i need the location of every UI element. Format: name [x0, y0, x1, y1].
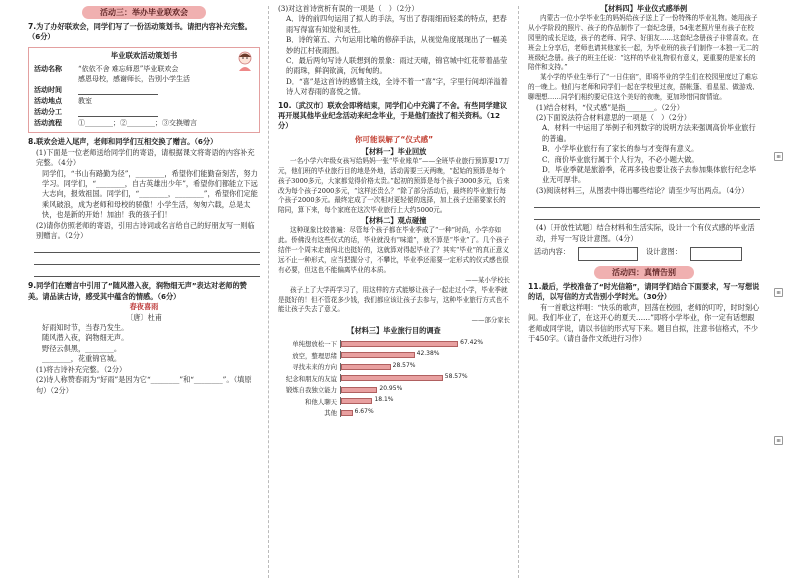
plan-flow-label: 活动流程	[34, 118, 62, 127]
poem-line-3: 野径云俱黑，________。	[42, 343, 122, 353]
chart-row	[278, 396, 480, 408]
activity3-banner: 活动三：举办毕业联欢会	[82, 6, 206, 19]
plan-box	[28, 47, 260, 134]
design-intent-label: 设计意图：	[645, 247, 682, 257]
column-divider-2	[518, 6, 519, 578]
plan-aim: 感恩母校，感谢师长，告别小学生活	[78, 75, 190, 84]
passage-title: 你可能误解了“仪式感”	[354, 134, 434, 144]
q10-option-a: A．材料一中运用了举例子和列数字的说明方法来强调高价毕业旅行的普遍。	[542, 123, 756, 143]
q11-number: 11.	[528, 282, 542, 292]
q9-part2: (2)诗人称赞春雨为“好雨”是因为它“________”和“________”。（填原句）（2分）	[36, 375, 252, 395]
chart-row	[278, 373, 480, 385]
plan-time-label: 活动时间	[34, 86, 62, 95]
chart-row	[278, 338, 484, 350]
chart-bar	[341, 341, 458, 347]
q10-option-b: B．小学毕业旅行有了家长的参与才变得有意义。	[542, 144, 699, 154]
q10-option-d: D．毕业季就是旅游季，花再多钱也要让孩子去参加集体旅行纪念毕业无可厚非。	[542, 165, 757, 185]
q10-option-c: C．商价毕业旅行属于个人行为，不必小题大做。	[542, 154, 699, 164]
plan-work-label: 活动分工	[34, 107, 62, 116]
chart-track	[340, 363, 480, 371]
material1-title: 毕业回放	[397, 146, 427, 156]
material3-label: 【材料三】	[347, 325, 384, 335]
survey-bar-chart	[278, 338, 510, 419]
material2-label: 【材料二】	[361, 216, 398, 226]
plan-time-blank[interactable]	[78, 85, 158, 95]
chart-category-label: 纪念和朋友的友谊	[285, 374, 337, 383]
plan-title: 毕业联欢活动策划书	[110, 50, 178, 60]
chart-category-label: 锻炼自我独立能力	[285, 386, 337, 395]
q11-prompt: 有一首歌这样唱：“快乐的歌声，回荡在校园，老师的叮咛，时时刻心间。我们毕业了，在这开心的夏天……”即将小学毕业，你一定有话想跟老师或同学说，请以书信的形式写下来。题目自拟，注意书信格式，不少于450字。（请自备作文纸进行习作）	[528, 302, 760, 344]
q9-option-a: A．诗的前四句运用了拟人的手法，写出了春雨细而轻柔的特点，把春雨写得富有知觉和灵性。	[286, 14, 507, 34]
material2-title: 观点碰撞	[397, 216, 427, 226]
q7-text: 为了办好联欢会，同学们写了一份活动策划书。请把内容补充完整。（6分）	[28, 22, 252, 42]
q10-part1: (1)结合材料，“仪式感”是指________。（2分）	[536, 102, 684, 112]
q9-part3: (3)对这首诗赏析有误的一项是（ ）（2分）	[278, 4, 419, 13]
chart-value-label: 6.67%	[354, 407, 374, 415]
side-tab-icon: ⊞	[774, 436, 783, 445]
plan-name-label: 活动名称	[34, 64, 62, 73]
q10-part3: (3)阅读材料三，从图表中得出哪些结论？请至少写出两点。（4分）	[536, 185, 749, 195]
material4-label: 【材料四】	[600, 4, 637, 13]
chart-track	[340, 386, 480, 394]
plan-place-value: 教室	[78, 97, 92, 105]
material4-title: 毕业仪式感举例	[636, 4, 688, 13]
answer-line[interactable]	[34, 243, 260, 253]
poem-author: 〔唐〕杜甫	[126, 312, 162, 322]
material4-text-2: 某小学的毕业生举行了“一日住宿”，即将毕业的学生们在校园里度过了难忘的一晚上。他们与老师和同学们一起在学校里过夜，搭帐篷、看星星、做游戏、聊理想……同学们相约要记住这个美好的夜晚，更加珍惜同窗情谊。	[528, 73, 759, 101]
poem-title: 春夜喜雨	[129, 302, 159, 312]
chart-bar	[341, 375, 443, 381]
column-2	[278, 4, 510, 419]
material1-label: 【材料一】	[361, 146, 398, 156]
material4-text: 内蒙古一位小学毕业生的妈妈给孩子送上了一份特殊的毕业礼物。她用孩子从小学阶段的照片、孩子的作品制作了一套纪念册，54张老照片里有孩子在校园里的成长足迹，孩子的老师、同学、好朋友……这套纪念册孩子非常喜欢。在班会上分享后，老师也请其他家长一起，为毕业班的孩子们制作一本独一无二的班级纪念册。孩子的班主任说：“这样的毕业礼物很有意义，更重要的是家长的陪伴和支持。”	[528, 14, 759, 72]
chart-category-label: 其他	[324, 409, 337, 418]
activity-content-label: 活动内容：	[534, 247, 570, 257]
activity4-banner: 活动四：真情告别	[594, 266, 694, 279]
chart-track	[340, 351, 480, 359]
chart-bar	[341, 387, 377, 393]
poem-line-2: 随风潜入夜，润物细无声。	[42, 333, 129, 343]
column-divider-1	[268, 6, 269, 578]
chart-category-label: 单纯想放松一下	[292, 340, 337, 349]
chart-bar	[341, 352, 415, 358]
chart-value-label: 58.57%	[444, 373, 468, 381]
side-tab-icon: ⊞	[774, 288, 783, 297]
q9-option-c: C．最后两句写诗人联想到的景象：雨过天晴，锦官城中红花带着晶莹的雨珠，鲜润欲滴，沉甸甸的。	[286, 56, 508, 76]
plan-name-value: “依依不舍 难忘师恩”毕业联欢会	[78, 64, 179, 73]
q8-part2: (2)请你仿照老师的寄语，引用古诗词或名言给自己的好朋友写一则临别赠言。（2分）	[36, 220, 255, 241]
column-3	[528, 4, 760, 344]
chart-bar	[341, 410, 353, 416]
chart-category-label: 寻找未来的方向	[292, 363, 337, 372]
chart-row	[278, 361, 480, 373]
q7-number: 7.	[28, 22, 37, 31]
chart-value-label: 42.38%	[416, 350, 440, 358]
q10-text: 〔武汉市〕联欢会即将结束，同学们心中充满了不舍。有些同学建议再开展其他毕业纪念活动来纪念毕业，于是他们查找了相关资料。（12分）	[278, 100, 508, 131]
q9-text: 同学们在赠言中引用了“随风潜入夜，润物细无声”表达对老师的赞美。请品读古诗，感受其中蕴含的情感。（6分）	[28, 281, 247, 301]
chart-title: 毕业旅行目的调查	[383, 325, 441, 335]
chart-row	[278, 407, 480, 419]
q9-number: 9.	[28, 281, 37, 291]
q8-number: 8.	[28, 137, 37, 147]
side-tab-icon: ⊞	[774, 152, 783, 161]
chart-category-label: 和他人聊天	[305, 397, 337, 406]
girl-avatar-icon	[235, 50, 255, 72]
answer-line[interactable]	[34, 255, 260, 265]
activity-content-box[interactable]	[578, 247, 638, 261]
material2-text-2: 孩子上了大学再学习了，用这样的方式能够让孩子一起走过小学，毕业季就是挺好的！但不管花多少钱，我们都应该让孩子去参与，这种毕业旅行方式也不能让孩子失去了意义。	[278, 285, 509, 314]
chart-track	[340, 409, 480, 417]
chart-bar	[341, 398, 372, 404]
q8-text: 联欢会进入尾声，老师和同学们互相交换了赠言。（6分）	[36, 137, 218, 147]
material2-source-1: ——某小学校长	[465, 276, 510, 285]
material1-text: 一名小学六年级女孩写给妈妈一张“毕业账单”——全班毕业旅行预算要17万元，他们班的毕业旅行目的地是外地，活动需要三天两晚，“起始的预算是每个孩子3000多元，大家都觉得价格太贵。”起初的预算是每个孩子3000多元，后来改为每个孩子2000多元，“这样还贵么？”除了部分活动后，最终的毕业旅行每个孩子2000多元。最终定成了一次相对更轻便的选择，加上孩子还需要家长的陪同，算下来，每个家庭在这次毕业旅行上大约5000元。	[278, 157, 510, 215]
material2-source-2: ——部分家长	[471, 316, 510, 325]
material2-text-1: 这种现象比较普遍：尽管每个孩子都在毕业季成了“一种”时尚，小学亦如此。侨佛没有这些仪式的话，毕业就没有“味道”，就不算是“毕业”了。几个孩子结伴一个周末走南闯北也挺好的，这就算对得起毕业了？其实“毕业”的真正意义远不止一种形式，应当把握分寸，不攀比，毕业季还需要一定形式的仪式感也很有必要，但这也不能偏离毕业的本质。	[278, 226, 510, 274]
q9-option-d: D．“喜”是这首诗的感情主线，全诗不着一“喜”字，字里行间却洋溢着诗人对春雨的喜悦之情。	[286, 76, 508, 97]
q11-text: 最后，学校准备了“时光信箱”，请同学们结合下面要求，写一写想说的话，以写信的方式告别小学时光。（30分）	[528, 282, 760, 302]
chart-track	[340, 374, 480, 382]
answer-line[interactable]	[34, 267, 260, 277]
plan-flow-value: ①________；②________；③交换赠言	[78, 118, 197, 127]
chart-value-label: 28.57%	[392, 361, 416, 369]
chart-row	[278, 350, 480, 362]
q10-number: 10.	[278, 100, 292, 110]
design-intent-box[interactable]	[690, 247, 742, 261]
q9-option-b: B．诗的第五、六句运用比喻的修辞手法，从视觉角度展现出了一幅美妙的江村夜雨图。	[286, 35, 507, 55]
chart-value-label: 67.42%	[460, 338, 484, 346]
poem-line-1: 好雨知时节，当春乃发生。	[42, 323, 129, 333]
chart-category-label: 放空，整理思绪	[292, 351, 337, 360]
answer-line[interactable]	[534, 198, 760, 208]
plan-place-label: 活动地点	[34, 97, 62, 105]
chart-value-label: 20.95%	[379, 384, 403, 392]
q10-part2: (2)下面说法符合材料意思的一项是（ ）（2分）	[536, 112, 691, 122]
answer-line[interactable]	[534, 210, 760, 220]
column-1	[28, 4, 260, 396]
plan-work-blank[interactable]	[78, 107, 158, 117]
chart-value-label: 18.1%	[374, 396, 394, 404]
q10-part4: (4)〔开放性试题〕结合材料和生活实际，设计一个有仪式感的毕业活动，并写一写设计意图。（4分）	[536, 223, 755, 243]
poem-line-4: ________，花重锦官城。	[42, 354, 122, 364]
chart-track	[340, 397, 480, 405]
chart-row	[278, 384, 480, 396]
q8-part1: (1)下面是一位老师送给同学们的寄语，请根据课文将寄语的内容补充完整。（4分）	[36, 147, 255, 168]
q8-letter: 同学们，“书山有路勤为径”，________，希望你们能勤奋刻苦，努力学习。同学们，“________，自古英雄出少年”，希望你们都能立下远大志向，报效祖国。同学们，“________，________”，希望你们定能乘风破浪，成为老师和母校的骄傲！小学生活，匆匆六载，总是太快，也是新的开始！加油！我的孩子们！	[42, 168, 258, 220]
chart-bar	[341, 364, 391, 370]
chart-track	[340, 338, 484, 348]
q9-part1: (1)将古诗补充完整。（2分）	[36, 364, 127, 374]
